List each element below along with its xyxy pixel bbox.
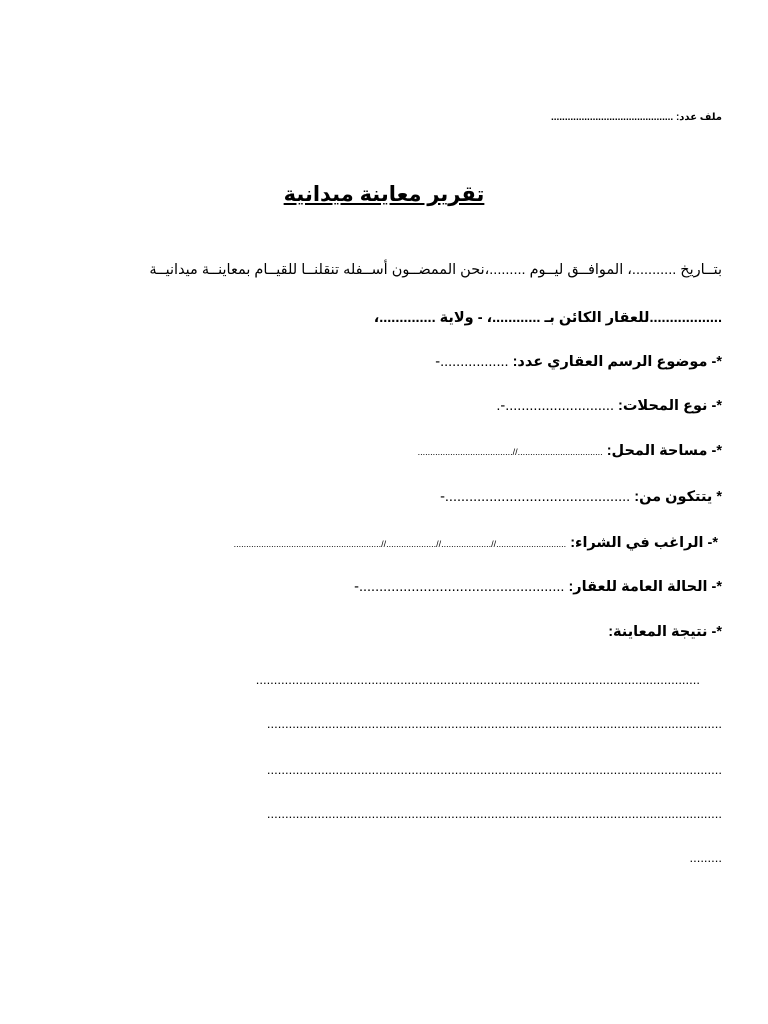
item-label: *- موضوع الرسم العقاري عدد: (512, 354, 722, 370)
item-value: ...................................................- (354, 579, 565, 595)
result-line-3: .............................................................................................................................. (266, 762, 722, 777)
item-value: ............................//....................//....................//........................................................... (233, 539, 567, 549)
item-label: *- نوع المحلات: (618, 398, 722, 414)
form-item-area (418, 443, 722, 459)
result-line-1: ........................................................................................................................... (255, 672, 700, 687)
item-label: *- الحالة العامة للعقار: (568, 579, 722, 595)
item-value: .................- (435, 354, 509, 370)
item-label: * يتتكون من: (634, 489, 722, 505)
item-value: ..............................................- (440, 489, 631, 505)
intro-line-1: بتــاريخ ...........، الموافــق ليــوم .........،نحن الممضــون أســفله تنقلنــا للقيــام بمعاينــة ميدانيــة (149, 262, 722, 278)
intro-line-2: ..................للعقار الكائن بـ ............، - ولاية ..............، (373, 310, 722, 326)
item-label: *- الراغب في الشراء: (570, 535, 718, 551)
form-item-premises-type (496, 398, 722, 414)
form-item-inspection-result (608, 624, 722, 640)
item-label: *- مساحة المحل: (606, 443, 722, 459)
form-item-composition (440, 489, 722, 505)
item-value: ...........................-. (496, 398, 614, 414)
form-item-property-condition (354, 579, 722, 595)
item-value: ..................................//...................................... (417, 447, 603, 457)
result-line-2: .............................................................................................................................. (266, 716, 722, 731)
form-item-buyer (234, 535, 718, 551)
file-number: ملف عدد: ............................................ (550, 112, 722, 123)
form-item-land-title (435, 354, 722, 370)
page-title: تقرير معاينة ميدانية (283, 183, 485, 206)
result-line-4: .............................................................................................................................. (266, 806, 722, 821)
result-line-tail: ......... (689, 850, 722, 865)
item-label: *- نتيجة المعاينة: (608, 624, 722, 640)
